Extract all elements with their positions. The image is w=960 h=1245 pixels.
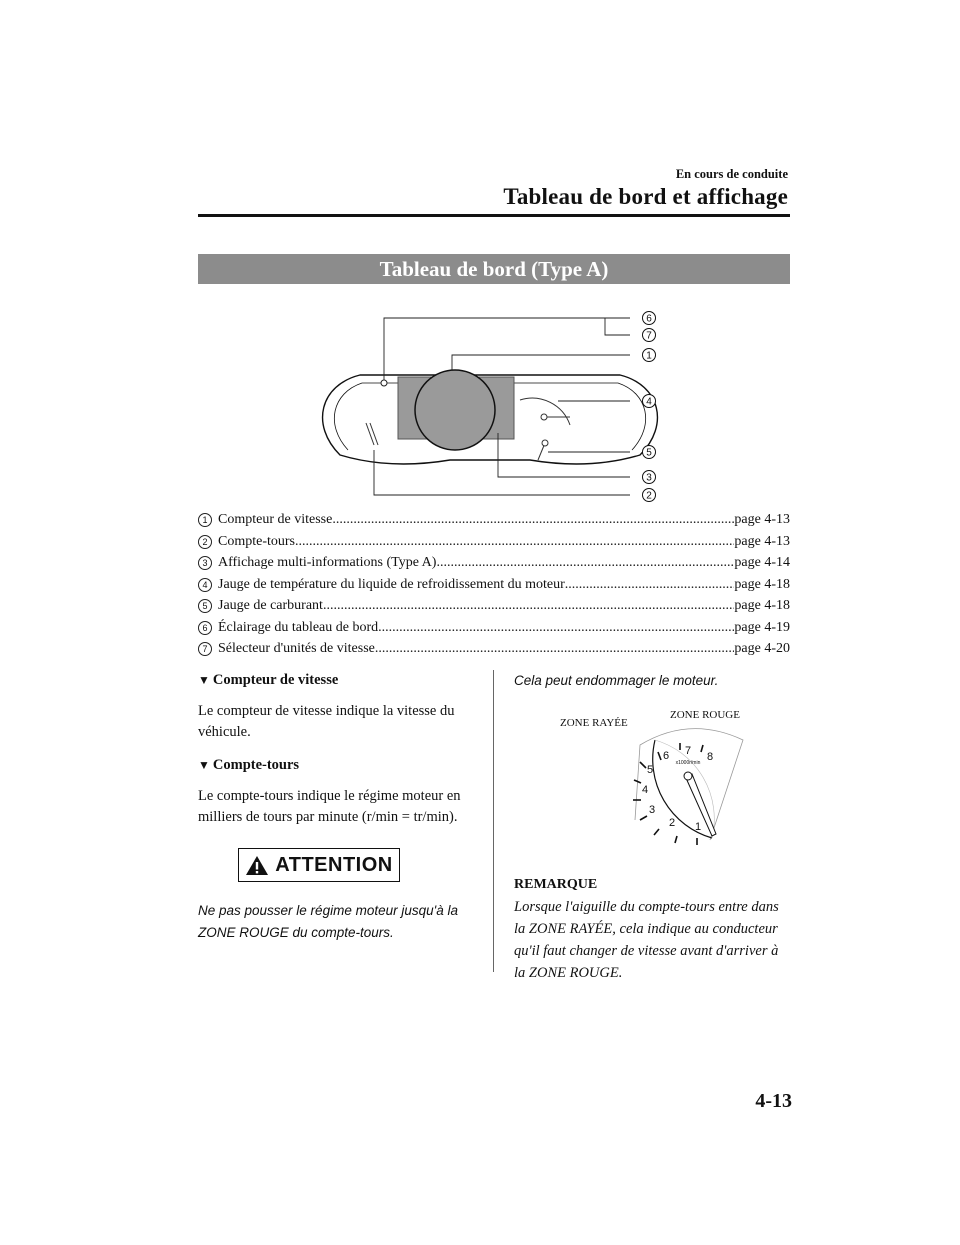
legend-item[interactable] xyxy=(198,577,790,599)
legend-label: Compte-tours xyxy=(218,533,295,549)
legend-item[interactable] xyxy=(198,534,790,556)
column-divider xyxy=(493,670,494,972)
tacho-number: 8 xyxy=(706,751,714,763)
left-column xyxy=(198,670,468,944)
leader-dots xyxy=(378,620,734,636)
tacho-number: 7 xyxy=(684,745,692,757)
legend-number: 4 xyxy=(198,578,212,592)
callout-line-6 xyxy=(384,318,630,380)
legend-label: Jauge de température du liquide de refroidissement du moteur xyxy=(218,576,565,592)
legend-number: 1 xyxy=(198,513,212,527)
legend-label: Jauge de carburant xyxy=(218,598,323,613)
header-rule xyxy=(198,214,790,217)
tachometer-figure xyxy=(540,700,770,860)
triangle-down-icon: ▼ xyxy=(198,758,210,772)
legend-number: 7 xyxy=(198,642,212,656)
tacho-number: 5 xyxy=(646,764,654,776)
callout-3: 3 xyxy=(646,472,652,484)
legend-number: 3 xyxy=(198,556,212,570)
legend-number: 2 xyxy=(198,535,212,549)
speedometer-text: Le compteur de vitesse indique la vitesse du véhicule. xyxy=(198,703,455,740)
legend-item[interactable] xyxy=(198,555,790,577)
tachometer-text: Le compte-tours indique le régime moteur en milliers de tours par minute (r/min = tr/min). xyxy=(198,788,461,825)
legend-label: Sélecteur d'unités de vitesse xyxy=(218,641,375,656)
tacho-number: 4 xyxy=(641,784,649,796)
speedometer-dial xyxy=(415,370,495,450)
warning-icon xyxy=(245,855,269,876)
triangle-down-icon: ▼ xyxy=(198,673,210,687)
legend-number: 6 xyxy=(198,621,212,635)
callout-1: 1 xyxy=(646,350,652,362)
legend-page-ref: page 4-18 xyxy=(734,598,790,613)
speedometer-heading: ▼ Compteur de vitesse xyxy=(198,672,339,688)
legend-item[interactable] xyxy=(198,598,790,620)
legend-label: Compteur de vitesse xyxy=(218,512,333,527)
note-title: REMARQUE xyxy=(514,877,598,892)
legend-item[interactable] xyxy=(198,620,790,642)
tachometer-heading: ▼ Compte-tours xyxy=(198,757,300,773)
callout-5: 5 xyxy=(646,447,652,459)
legend-page-ref: page 4-13 xyxy=(734,512,790,527)
callout-4: 4 xyxy=(646,396,652,408)
leader-dots xyxy=(436,555,734,571)
callout-7: 7 xyxy=(646,330,652,342)
section-title: Tableau de bord et affichage xyxy=(503,184,788,209)
page-number: 4-13 xyxy=(755,1090,792,1112)
leader-dots xyxy=(323,598,734,614)
page-banner: Tableau de bord (Type A) xyxy=(198,254,790,284)
legend-item[interactable] xyxy=(198,641,790,663)
legend-page-ref: page 4-19 xyxy=(734,619,790,635)
callout-line-2 xyxy=(374,450,630,495)
attention-box xyxy=(238,848,400,882)
note-block xyxy=(514,874,790,984)
tacho-number: 1 xyxy=(694,821,702,833)
chapter-title: En cours de conduite xyxy=(675,167,788,181)
legend-page-ref: page 4-18 xyxy=(734,576,790,592)
legend-list xyxy=(198,512,790,663)
leader-dots xyxy=(375,641,735,657)
tacho-unit: x1000r/min xyxy=(675,760,701,766)
legend-label: Éclairage du tableau de bord xyxy=(218,619,379,635)
tacho-number: 3 xyxy=(648,804,656,816)
zone-red-label: ZONE ROUGE xyxy=(670,709,740,721)
legend-number: 5 xyxy=(198,599,212,613)
zone-striped-label: ZONE RAYÉE xyxy=(560,717,628,729)
leader-dots xyxy=(565,577,735,593)
legend-page-ref: page 4-14 xyxy=(734,555,790,570)
callout-6: 6 xyxy=(646,313,652,325)
attention-continued: Cela peut endommager le moteur. xyxy=(514,673,719,688)
tacho-arc xyxy=(653,740,712,838)
leader-dots xyxy=(295,534,734,550)
legend-label: Affichage multi-informations (Type A) xyxy=(218,555,437,570)
instrument-cluster-illustration xyxy=(300,305,680,510)
legend-page-ref: page 4-13 xyxy=(734,533,790,549)
tacho-number: 6 xyxy=(662,750,670,762)
leader-dots xyxy=(332,512,734,528)
callout-line-3 xyxy=(498,433,630,477)
attention-label: ATTENTION xyxy=(275,853,393,876)
note-text: Lorsque l'aiguille du compte-tours entre dans la ZONE RAYÉE, cela indique au conducteur qu'il faut changer de vitesse avant d'arriver à la ZONE ROUGE. xyxy=(514,899,779,981)
tacho-number: 2 xyxy=(668,817,676,829)
attention-text: Ne pas pousser le régime moteur jusqu'à la ZONE ROUGE du compte-tours. xyxy=(198,903,458,940)
legend-item[interactable] xyxy=(198,512,790,534)
callout-line-1 xyxy=(452,355,630,370)
legend-page-ref: page 4-20 xyxy=(734,641,790,656)
callout-2: 2 xyxy=(646,490,652,502)
